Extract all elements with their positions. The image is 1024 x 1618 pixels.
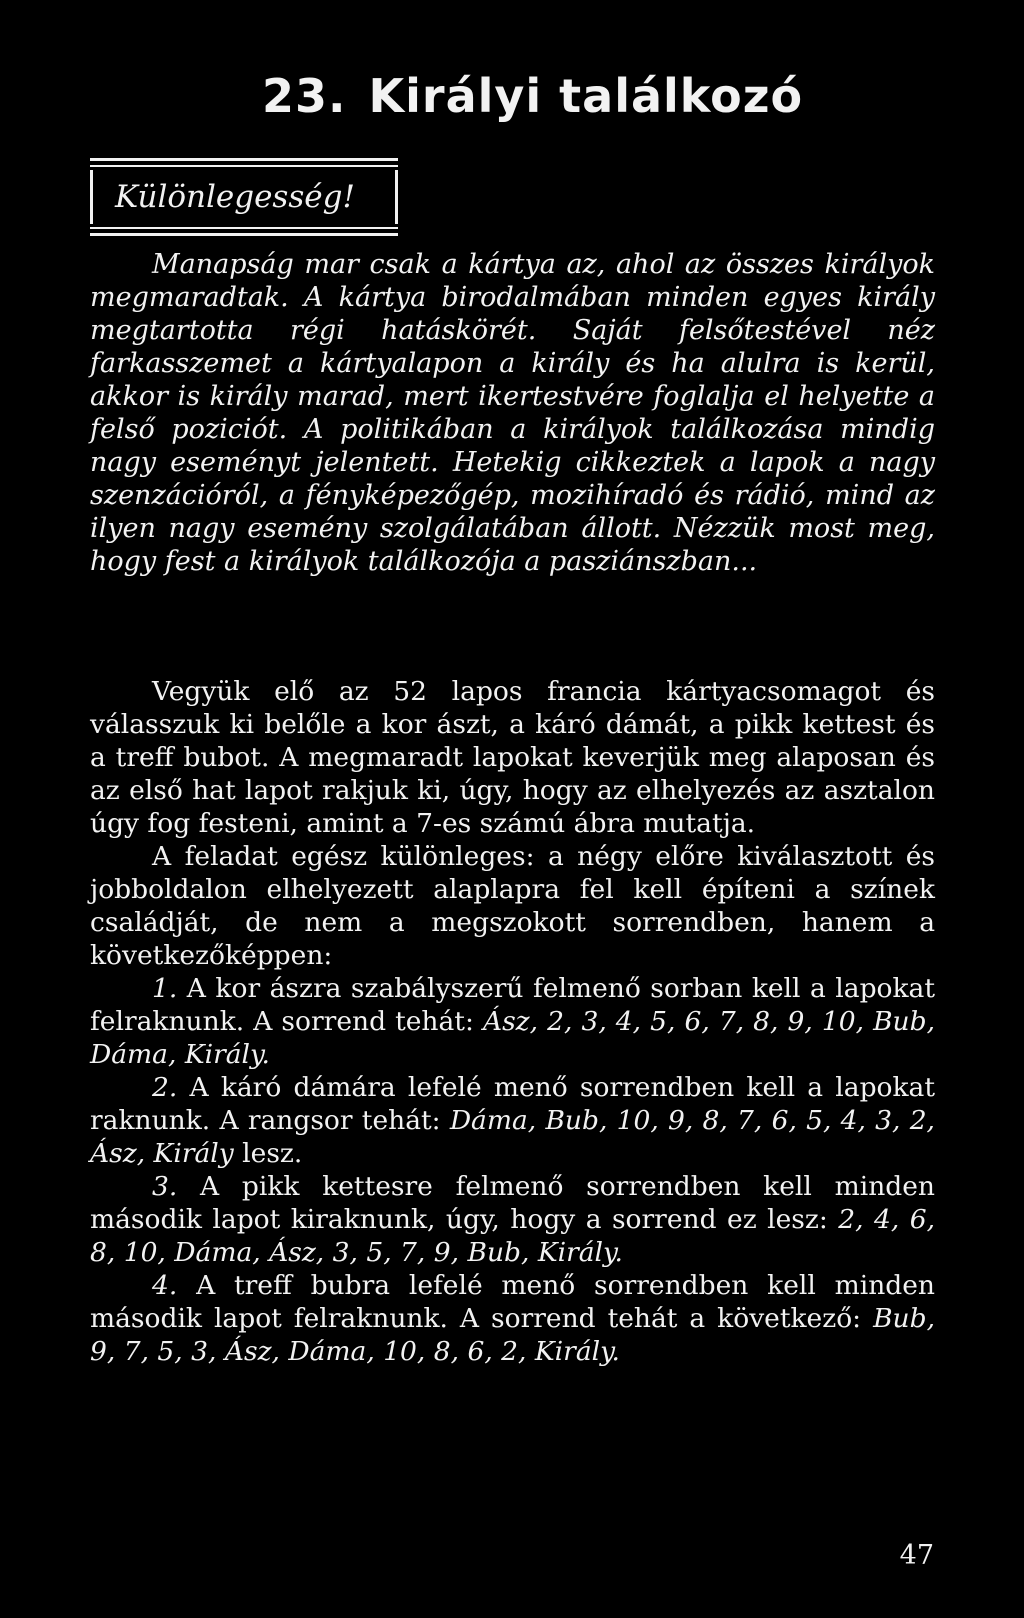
rule-4-number: 4. [152,1270,178,1301]
paragraph-task: A feladat egész különleges: a négy előre kiválasztott és jobboldalon elhelyezett alaplapra fel kell építeni a színek családját, de nem a megszokott sorrendben, hanem a következőképpen: [90,841,935,971]
rule-3-text: A pikk kettesre felmenő sorrendben kell minden második lapot kiraknunk, úgy, hogy a sorrend ez lesz: [90,1171,935,1235]
intro-paragraph: Manapság mar csak a kártya az, ahol az összes királyok megmaradtak. A kártya birodalmában minden egyes király megtartotta régi hatáskörét. Saját felsőtestével néz farkasszemet a kártyalapon a király és ha alulra is kerül, akkor is király marad, mert ikertestvére foglalja el helyette a felső poziciót. A politikában a királyok találkozása mindig nagy eseményt jelentett. Hetekig cikkeztek a lapok a nagy szenzációról, a fényképezőgép, mozihíradó és rádió, mind az ilyen nagy esemény szolgálatában állott. Nézzük most meg, hogy fest a királyok találkozója a pasziánszban... [90,249,935,577]
rule-4-text: A treff bubra lefelé menő sorrendben kell minden második lapot felraknunk. A sorrend tehát a következő: [90,1270,935,1334]
chapter-title [262,68,803,124]
paragraph-setup: Vegyük elő az 52 lapos francia kártyacsomagot és válasszuk ki belőle a kor ászt, a káró dámát, a pikk kettest és a treff bubot. A megmaradt lapokat keverjük meg alaposan és az első hat lapot rakjuk ki, úgy, hogy az elhelyezés az asztalon úgy fog festeni, amint a 7-es számú ábra mutatja. [90,676,935,839]
rule-2 [90,1071,935,1170]
rule-4 [90,1269,935,1368]
instructions-body [90,675,935,1368]
rule-3-number: 3. [152,1171,178,1202]
rule-3-sequence: 2, 4, 6, 8, 10, Dáma, Ász, 3, 5, 7, 9, Bub, Király. [90,1204,935,1268]
rule-2-sequence: Dáma, Bub, 10, 9, 8, 7, 6, 5, 4, 3, 2, Ász, Király [90,1105,935,1169]
specialty-badge-label: Különlegesség! [90,170,398,224]
rule-2-text: A káró dámára lefelé menő sorrendben kell a lapokat raknunk. A rangsor tehát: [90,1072,935,1136]
page-number: 47 [899,1540,934,1571]
rule-3 [90,1170,935,1269]
chapter-title-text: Királyi találkozó [368,69,804,123]
rule-2-number: 2. [152,1072,178,1103]
rule-4-sequence: Bub, 9, 7, 5, 3, Ász, Dáma, 10, 8, 6, 2, Király. [90,1303,935,1367]
rule-2-tail: lesz. [233,1138,303,1169]
chapter-number: 23. [262,69,347,123]
rule-1-sequence: Ász, 2, 3, 4, 5, 6, 7, 8, 9, 10, Bub, Dáma, Király. [90,1006,935,1070]
specialty-badge [90,158,398,236]
rule-1 [90,972,935,1071]
rule-1-text: A kor ászra szabályszerű felmenő sorban kell a lapokat felraknunk. A sorrend tehát: [90,973,935,1037]
rule-1-number: 1. [152,973,178,1004]
